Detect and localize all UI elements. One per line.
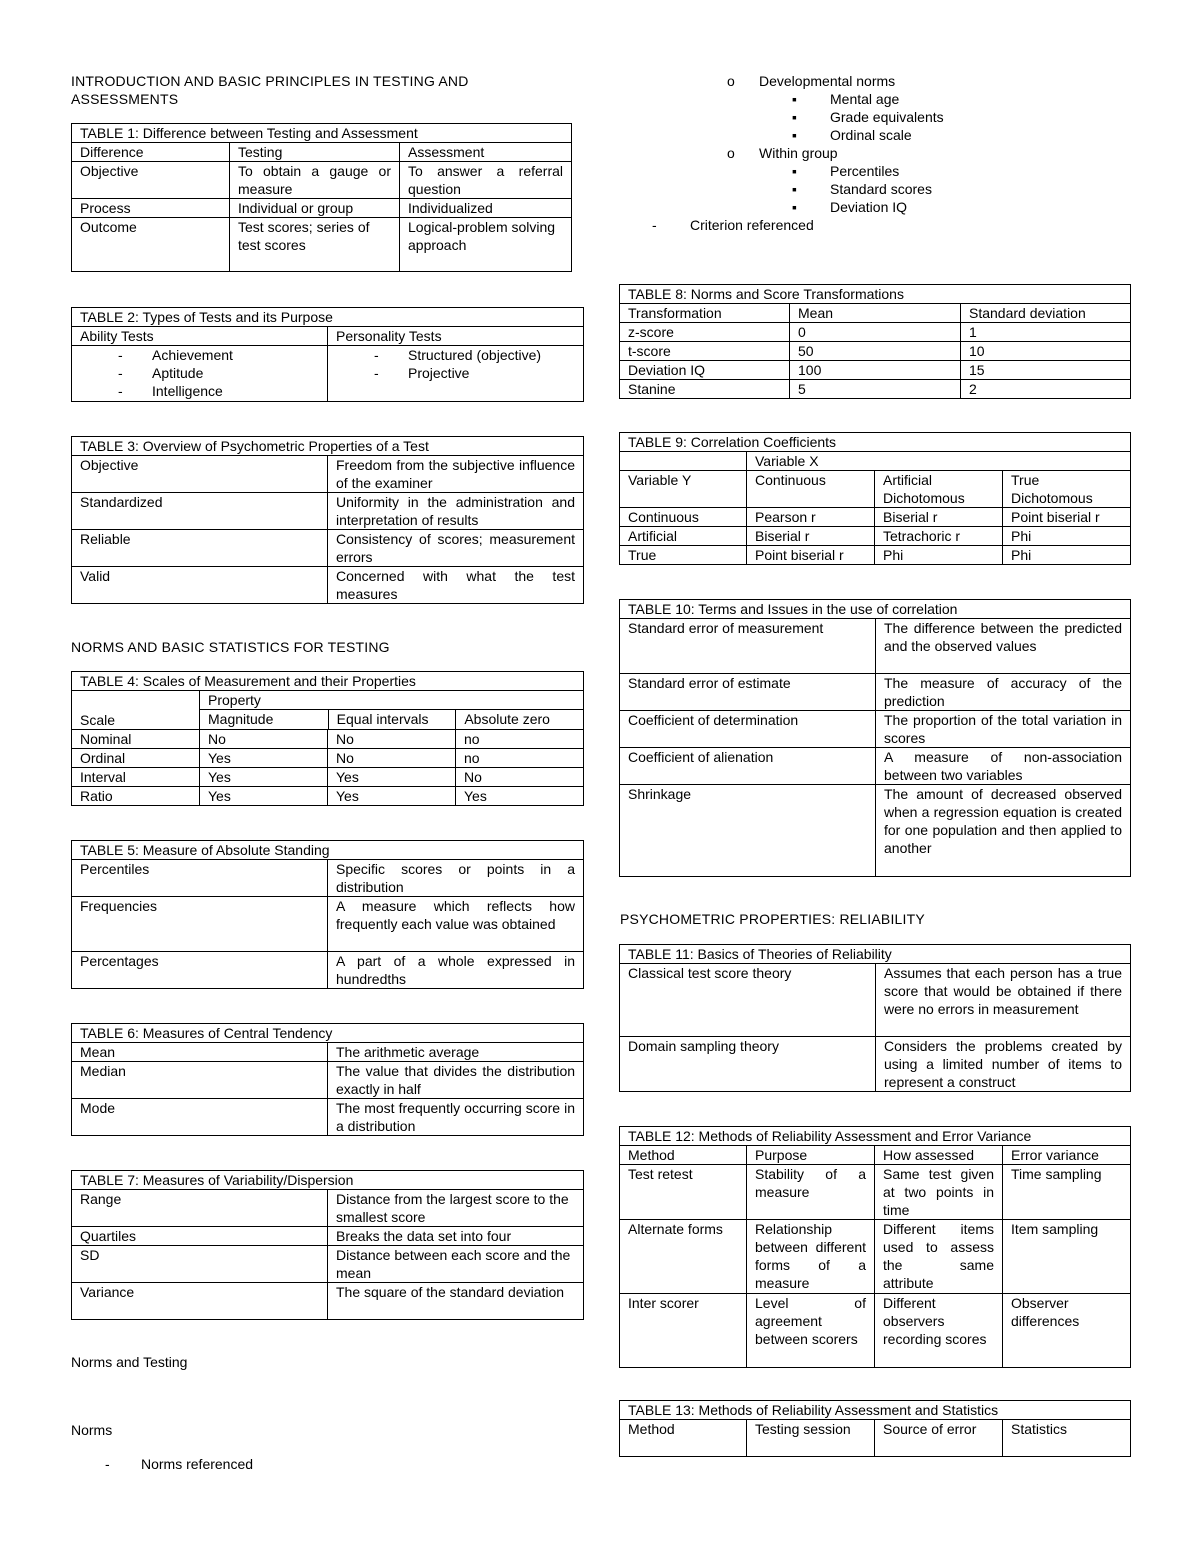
- table-title: TABLE 5: Measure of Absolute Standing: [72, 841, 584, 860]
- table-header: Personality Tests: [328, 327, 584, 346]
- table-11-reliability-theories: [619, 944, 1131, 1092]
- table-header: Assessment: [400, 143, 572, 162]
- table-cell: Specific scores or points in a distribution: [328, 860, 584, 897]
- table-cell: Range: [72, 1190, 328, 1227]
- table-8-score-transformations: [619, 284, 1131, 399]
- table-title: TABLE 9: Correlation Coefficients: [620, 433, 1131, 452]
- personality-tests-list: [328, 346, 583, 382]
- table-title: TABLE 3: Overview of Psychometric Properties of a Test: [72, 437, 584, 456]
- table-cell: No: [456, 768, 584, 787]
- table-cell: Percentages: [72, 952, 328, 989]
- table-cell: Process: [72, 199, 230, 218]
- table-cell: t-score: [620, 342, 790, 361]
- table-cell: Different items used to assess the same attribute: [875, 1220, 1003, 1294]
- table-cell: Yes: [200, 787, 328, 806]
- table-title: TABLE 6: Measures of Central Tendency: [72, 1024, 584, 1043]
- table-cell: Individualized: [400, 199, 572, 218]
- outline-subitem: Standard scores: [830, 181, 932, 197]
- table-cell: Relationship between different forms of a measure: [747, 1220, 875, 1294]
- table-cell: Nominal: [72, 730, 200, 749]
- table-header: Magnitude: [208, 711, 274, 727]
- table-cell: Pearson r: [747, 508, 875, 527]
- table-12-reliability-error-variance: [619, 1126, 1131, 1368]
- table-cell: 10: [961, 342, 1131, 361]
- table-cell: A measure which reflects how frequently each value was obtained: [328, 897, 584, 952]
- variable-x-label: Variable X: [747, 452, 1131, 471]
- table-cell: Mode: [72, 1099, 328, 1136]
- table-cell: Distance between each score and the mean: [328, 1246, 584, 1283]
- table-13-reliability-statistics: [619, 1400, 1131, 1457]
- property-header: [200, 691, 584, 730]
- table-cell: Level of agreement between scorers: [747, 1294, 875, 1368]
- table-header: Statistics: [1003, 1420, 1131, 1457]
- table-cell: Stanine: [620, 380, 790, 399]
- table-cell: Distance from the largest score to the smallest score: [328, 1190, 584, 1227]
- table-cell: Biserial r: [747, 527, 875, 546]
- outline-item: Developmental norms: [759, 73, 896, 89]
- table-cell: no: [456, 730, 584, 749]
- list-item: - Intelligence: [118, 383, 223, 399]
- outline-item: Criterion referenced: [690, 217, 814, 233]
- table-cell: Standard error of measurement: [620, 619, 876, 674]
- table-cell: The measure of accuracy of the prediction: [876, 674, 1131, 711]
- table-6-central-tendency: [71, 1023, 584, 1136]
- table-cell: A part of a whole expressed in hundredths: [328, 952, 584, 989]
- table-cell: Variance: [72, 1283, 328, 1320]
- table-cell: SD: [72, 1246, 328, 1283]
- table-cell: z-score: [620, 323, 790, 342]
- table-cell: Tetrachoric r: [875, 527, 1003, 546]
- dash-bullet: -: [105, 1456, 110, 1472]
- table-cell: Concerned with what the test measures: [328, 567, 584, 604]
- table-cell: Time sampling: [1003, 1165, 1131, 1220]
- list-item: - Projective: [374, 365, 470, 381]
- table-cell: Observer differences: [1003, 1294, 1131, 1368]
- table-cell: 5: [790, 380, 961, 399]
- square-bullet: ▪: [792, 199, 797, 215]
- table-header: Method: [620, 1146, 747, 1165]
- table-cell: Coefficient of determination: [620, 711, 876, 748]
- table-cell: Deviation IQ: [620, 361, 790, 380]
- table-header: Difference: [72, 143, 230, 162]
- table-cell: 50: [790, 342, 961, 361]
- outline-subitem: Ordinal scale: [830, 127, 912, 143]
- table-cell: 2: [961, 380, 1131, 399]
- table-header: Transformation: [620, 304, 790, 323]
- table-title: TABLE 12: Methods of Reliability Assessment and Error Variance: [620, 1127, 1131, 1146]
- table-cell: Inter scorer: [620, 1294, 747, 1368]
- table-header: Mean: [790, 304, 961, 323]
- table-header: How assessed: [875, 1146, 1003, 1165]
- table-header: Testing: [230, 143, 400, 162]
- table-cell: 100: [790, 361, 961, 380]
- table-header: Testing session: [747, 1420, 875, 1457]
- table-3-psychometric-properties: [71, 436, 584, 604]
- table-cell: Stability of a measure: [747, 1165, 875, 1220]
- table-2-types-of-tests: [71, 307, 584, 402]
- table-cell: Outcome: [72, 218, 230, 272]
- table-cell: Alternate forms: [620, 1220, 747, 1294]
- table-header: Scale: [72, 691, 200, 730]
- personality-tests-cell: [328, 346, 584, 402]
- table-header: Error variance: [1003, 1146, 1131, 1165]
- table-header: Variable Y: [620, 471, 747, 508]
- table-cell: To answer a referral question: [400, 162, 572, 199]
- table-cell: Uniformity in the administration and interpretation of results: [328, 493, 584, 530]
- table-cell: Artificial: [620, 527, 747, 546]
- table-cell: 0: [790, 323, 961, 342]
- list-item: - Aptitude: [118, 365, 204, 381]
- table-header: Absolute zero: [455, 710, 583, 729]
- outline-item: Within group: [759, 145, 838, 161]
- table-10-correlation-terms: [619, 599, 1131, 877]
- subheading-norms: Norms: [71, 1422, 113, 1438]
- table-cell: Yes: [456, 787, 584, 806]
- table-cell: Continuous: [620, 508, 747, 527]
- table-cell: The square of the standard deviation: [328, 1283, 584, 1320]
- table-cell: Breaks the data set into four: [328, 1227, 584, 1246]
- dash-bullet: -: [652, 217, 657, 233]
- table-cell: Ratio: [72, 787, 200, 806]
- table-cell: The difference between the predicted and the observed values: [876, 619, 1131, 674]
- table-cell: Standardized: [72, 493, 328, 530]
- table-cell: Logical-problem solving approach: [400, 218, 572, 272]
- table-cell: Ordinal: [72, 749, 200, 768]
- table-cell: Classical test score theory: [620, 964, 876, 1037]
- table-cell: Phi: [875, 546, 1003, 565]
- o-bullet: o: [727, 73, 735, 89]
- table-cell: Reliable: [72, 530, 328, 567]
- table-cell: Item sampling: [1003, 1220, 1131, 1294]
- table-cell: Different observers recording scores: [875, 1294, 1003, 1368]
- table-9-correlation-coefficients: [619, 432, 1131, 565]
- table-header: Continuous: [747, 471, 875, 508]
- table-header: True Dichotomous: [1003, 471, 1131, 508]
- table-cell: Quartiles: [72, 1227, 328, 1246]
- table-cell: Coefficient of alienation: [620, 748, 876, 785]
- table-cell: [620, 452, 747, 471]
- table-cell: Yes: [200, 749, 328, 768]
- table-cell: To obtain a gauge or measure: [230, 162, 400, 199]
- table-cell: Median: [72, 1062, 328, 1099]
- table-cell: Yes: [200, 768, 328, 787]
- section-heading-intro: [71, 72, 583, 108]
- table-cell: Objective: [72, 456, 328, 493]
- property-label: Property: [200, 691, 583, 710]
- section-heading-intro-line2: ASSESSMENTS: [71, 91, 179, 107]
- table-cell: Interval: [72, 768, 200, 787]
- subheading-norms-and-testing: Norms and Testing: [71, 1354, 188, 1370]
- table-header: Standard deviation: [961, 304, 1131, 323]
- square-bullet: ▪: [792, 91, 797, 107]
- table-title: TABLE 11: Basics of Theories of Reliability: [620, 945, 1131, 964]
- table-cell: Test retest: [620, 1165, 747, 1220]
- table-cell: Test scores; series of test scores: [230, 218, 400, 272]
- norms-outline: [620, 72, 1140, 237]
- table-1-testing-vs-assessment: [71, 123, 572, 272]
- table-header: Ability Tests: [72, 327, 328, 346]
- table-cell: Considers the problems created by using a limited number of items to represent a construct: [876, 1037, 1131, 1092]
- table-header: Equal intervals: [328, 710, 456, 729]
- table-cell: Biserial r: [875, 508, 1003, 527]
- ability-tests-list: [72, 346, 327, 400]
- table-cell: A measure of non-association between two variables: [876, 748, 1131, 785]
- square-bullet: ▪: [792, 109, 797, 125]
- table-cell: no: [456, 749, 584, 768]
- table-7-variability: [71, 1170, 584, 1320]
- ability-tests-cell: [72, 346, 328, 402]
- outline-subitem: Percentiles: [830, 163, 900, 179]
- table-cell: The value that divides the distribution exactly in half: [328, 1062, 584, 1099]
- table-cell: Point biserial r: [1003, 508, 1131, 527]
- table-cell: Shrinkage: [620, 785, 876, 877]
- table-cell: Valid: [72, 567, 328, 604]
- table-cell: Frequencies: [72, 897, 328, 952]
- o-bullet: o: [727, 145, 735, 161]
- table-cell: The most frequently occurring score in a distribution: [328, 1099, 584, 1136]
- table-header: Source of error: [875, 1420, 1003, 1457]
- table-cell: Mean: [72, 1043, 328, 1062]
- table-cell: Individual or group: [230, 199, 400, 218]
- table-cell: No: [328, 730, 456, 749]
- table-cell: No: [200, 730, 328, 749]
- table-title: TABLE 1: Difference between Testing and Assessment: [72, 124, 572, 143]
- table-cell: Standard error of estimate: [620, 674, 876, 711]
- square-bullet: ▪: [792, 127, 797, 143]
- table-header: Artificial Dichotomous: [875, 471, 1003, 508]
- table-5-absolute-standing: [71, 840, 584, 989]
- outline-subitem: Mental age: [830, 91, 900, 107]
- table-cell: Same test given at two points in time: [875, 1165, 1003, 1220]
- outline-subitem: Deviation IQ: [830, 199, 908, 215]
- table-title: TABLE 8: Norms and Score Transformations: [620, 285, 1131, 304]
- table-cell: Percentiles: [72, 860, 328, 897]
- list-item: - Achievement: [118, 347, 233, 363]
- table-cell: Consistency of scores; measurement errors: [328, 530, 584, 567]
- table-title: TABLE 4: Scales of Measurement and their Properties: [72, 672, 584, 691]
- table-cell: The amount of decreased observed when a regression equation is created for one population and then applied to another: [876, 785, 1131, 877]
- table-title: TABLE 2: Types of Tests and its Purpose: [72, 308, 584, 327]
- square-bullet: ▪: [792, 163, 797, 179]
- table-title: TABLE 10: Terms and Issues in the use of correlation: [620, 600, 1131, 619]
- table-cell: Yes: [328, 768, 456, 787]
- table-header: Method: [620, 1420, 747, 1457]
- section-heading-reliability: PSYCHOMETRIC PROPERTIES: RELIABILITY: [620, 911, 925, 927]
- table-header: Purpose: [747, 1146, 875, 1165]
- table-cell: Yes: [328, 787, 456, 806]
- table-cell: Phi: [1003, 527, 1131, 546]
- table-cell: No: [328, 749, 456, 768]
- section-heading-norms: NORMS AND BASIC STATISTICS FOR TESTING: [71, 639, 390, 655]
- table-cell: Objective: [72, 162, 230, 199]
- table-cell: Phi: [1003, 546, 1131, 565]
- table-cell: The arithmetic average: [328, 1043, 584, 1062]
- table-cell: True: [620, 546, 747, 565]
- list-item: - Structured (objective): [374, 347, 542, 363]
- table-cell: Point biserial r: [747, 546, 875, 565]
- table-cell: Assumes that each person has a true score that would be obtained if there were no errors in measurement: [876, 964, 1131, 1037]
- table-title: TABLE 13: Methods of Reliability Assessment and Statistics: [620, 1401, 1131, 1420]
- table-cell: Domain sampling theory: [620, 1037, 876, 1092]
- table-4-scales-of-measurement: [71, 671, 584, 806]
- outline-subitem: Grade equivalents: [830, 109, 944, 125]
- table-cell: The proportion of the total variation in scores: [876, 711, 1131, 748]
- section-heading-intro-line1: INTRODUCTION AND BASIC PRINCIPLES IN TESTING AND: [71, 73, 469, 89]
- table-cell: 15: [961, 361, 1131, 380]
- table-cell: 1: [961, 323, 1131, 342]
- table-cell: Freedom from the subjective influence of the examiner: [328, 456, 584, 493]
- table-title: TABLE 7: Measures of Variability/Dispersion: [72, 1171, 584, 1190]
- square-bullet: ▪: [792, 181, 797, 197]
